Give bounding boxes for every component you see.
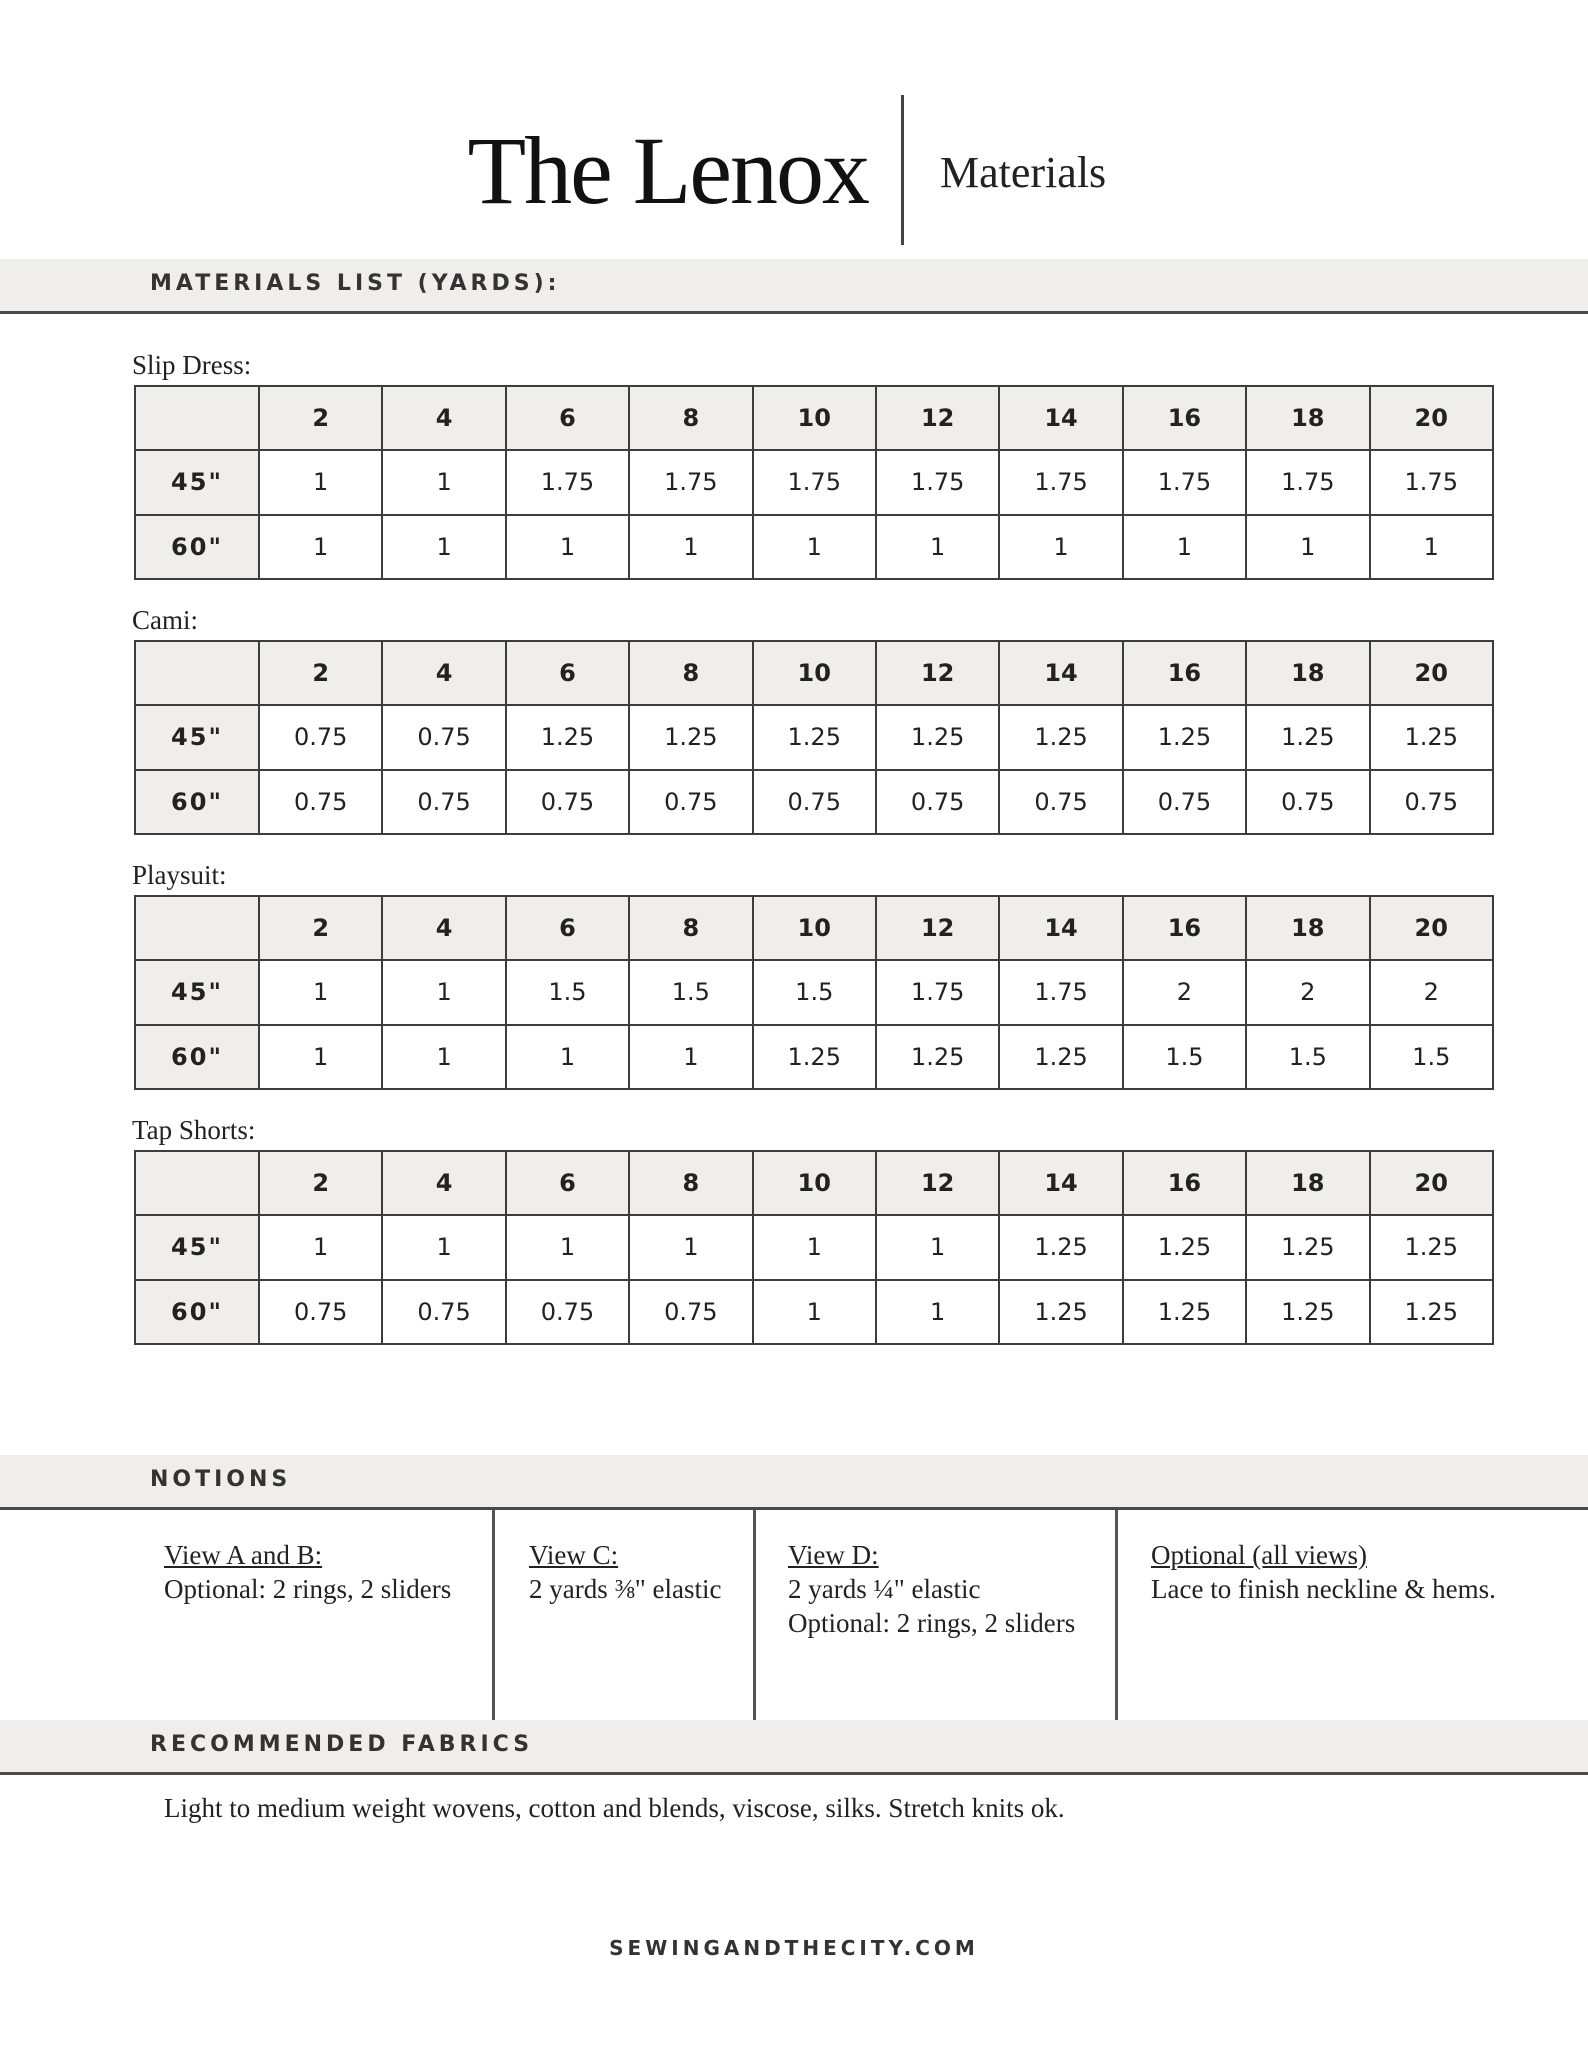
- yardage-cell: 1.25: [1123, 1280, 1246, 1344]
- yardage-cell: 1: [629, 1215, 752, 1279]
- recommended-fabrics-heading: RECOMMENDED FABRICS: [150, 1732, 534, 1757]
- yardage-cell: 1.25: [999, 1025, 1122, 1089]
- size-header: 20: [1370, 641, 1493, 705]
- size-header: 8: [629, 1151, 752, 1215]
- yardage-cell: 1: [629, 1025, 752, 1089]
- notion-title: View D:: [788, 1540, 879, 1570]
- corner-cell: [135, 386, 259, 450]
- notion-column-optional: [1115, 1510, 1588, 1720]
- fabric-width-label: 45": [135, 960, 259, 1024]
- size-header: 10: [753, 386, 876, 450]
- materials-list-band: [0, 259, 1588, 314]
- size-header: 2: [259, 641, 382, 705]
- yardage-cell: 1.25: [506, 705, 629, 769]
- size-header: 16: [1123, 896, 1246, 960]
- yardage-cell: 1: [382, 1215, 505, 1279]
- size-header: 8: [629, 896, 752, 960]
- yardage-cell: 1: [629, 515, 752, 579]
- notion-line: 2 yards ¼" elastic: [788, 1574, 981, 1604]
- size-header: 14: [999, 641, 1122, 705]
- size-header-row: [135, 1151, 1493, 1215]
- yardage-cell: 1.75: [999, 450, 1122, 514]
- table-row: [135, 705, 1493, 769]
- size-header-row: [135, 641, 1493, 705]
- size-header: 2: [259, 386, 382, 450]
- size-header: 10: [753, 1151, 876, 1215]
- yardage-cell: 1.25: [753, 1025, 876, 1089]
- yardage-cell: 1.5: [1370, 1025, 1493, 1089]
- yardage-cell: 1: [753, 1215, 876, 1279]
- yardage-cell: 1.75: [876, 960, 999, 1024]
- size-header: 20: [1370, 896, 1493, 960]
- notion-title: Optional (all views): [1151, 1540, 1367, 1570]
- size-header-row: [135, 386, 1493, 450]
- table-row: [135, 1215, 1493, 1279]
- yardage-cell: 0.75: [382, 1280, 505, 1344]
- yardage-cell: 0.75: [1370, 770, 1493, 834]
- page-header: [0, 95, 1588, 245]
- yardage-cell: 1: [259, 1215, 382, 1279]
- size-header: 16: [1123, 641, 1246, 705]
- recommended-fabrics-band: [0, 1720, 1588, 1775]
- size-header: 6: [506, 386, 629, 450]
- size-header: 18: [1246, 641, 1369, 705]
- fabric-width-label: 60": [135, 770, 259, 834]
- yardage-cell: 1.75: [629, 450, 752, 514]
- yardage-cell: 2: [1123, 960, 1246, 1024]
- yardage-cell: 1.5: [753, 960, 876, 1024]
- yardage-cell: 2: [1370, 960, 1493, 1024]
- yardage-cell: 0.75: [999, 770, 1122, 834]
- notion-line: Optional: 2 rings, 2 sliders: [164, 1574, 452, 1604]
- yardage-cell: 1: [259, 960, 382, 1024]
- garment-label: Cami:: [132, 605, 198, 635]
- yardage-cell: 1.5: [629, 960, 752, 1024]
- yardage-cell: 1.25: [1246, 1215, 1369, 1279]
- yardage-cell: 0.75: [506, 770, 629, 834]
- yardage-cell: 0.75: [382, 770, 505, 834]
- yardage-cell: 1: [382, 450, 505, 514]
- yardage-cell: 1.25: [999, 1215, 1122, 1279]
- notions-band: [0, 1455, 1588, 1510]
- yardage-cell: 1: [382, 1025, 505, 1089]
- yardage-cell: 1.25: [1370, 1280, 1493, 1344]
- fabric-width-label: 60": [135, 1025, 259, 1089]
- yardage-cell: 1: [1123, 515, 1246, 579]
- size-header: 8: [629, 386, 752, 450]
- yardage-cell: 1: [1370, 515, 1493, 579]
- size-header: 10: [753, 896, 876, 960]
- size-header: 6: [506, 641, 629, 705]
- yardage-cell: 1.25: [876, 705, 999, 769]
- materials-list-heading: MATERIALS LIST (YARDS):: [150, 271, 561, 296]
- fabric-width-label: 45": [135, 1215, 259, 1279]
- fabric-width-label: 60": [135, 1280, 259, 1344]
- table-row: [135, 1025, 1493, 1089]
- yardage-table-playsuit: [134, 895, 1494, 1090]
- yardage-cell: 1.75: [1246, 450, 1369, 514]
- size-header: 18: [1246, 386, 1369, 450]
- size-header: 16: [1123, 1151, 1246, 1215]
- yardage-cell: 1.5: [1123, 1025, 1246, 1089]
- size-header: 4: [382, 386, 505, 450]
- size-header: 14: [999, 386, 1122, 450]
- yardage-cell: 1: [259, 450, 382, 514]
- yardage-cell: 1.25: [876, 1025, 999, 1089]
- yardage-cell: 1.25: [999, 705, 1122, 769]
- size-header: 18: [1246, 1151, 1369, 1215]
- size-header: 14: [999, 1151, 1122, 1215]
- yardage-cell: 0.75: [382, 705, 505, 769]
- size-header: 18: [1246, 896, 1369, 960]
- footer-website: SEWINGANDTHECITY.COM: [609, 1936, 979, 1960]
- size-header: 2: [259, 896, 382, 960]
- table-row: [135, 450, 1493, 514]
- fabric-width-label: 45": [135, 450, 259, 514]
- notion-line: Lace to finish neckline & hems.: [1151, 1574, 1496, 1604]
- size-header: 8: [629, 641, 752, 705]
- corner-cell: [135, 896, 259, 960]
- size-header: 6: [506, 896, 629, 960]
- yardage-cell: 1: [382, 960, 505, 1024]
- yardage-cell: 1: [506, 515, 629, 579]
- garment-label: Tap Shorts:: [132, 1115, 256, 1145]
- yardage-cell: 0.75: [876, 770, 999, 834]
- table-row: [135, 515, 1493, 579]
- table-row: [135, 960, 1493, 1024]
- page-title: The Lenox: [467, 117, 868, 224]
- corner-cell: [135, 641, 259, 705]
- size-header: 4: [382, 896, 505, 960]
- yardage-cell: 2: [1246, 960, 1369, 1024]
- corner-cell: [135, 1151, 259, 1215]
- yardage-cell: 0.75: [1246, 770, 1369, 834]
- size-header-row: [135, 896, 1493, 960]
- size-header: 12: [876, 641, 999, 705]
- fabric-width-label: 45": [135, 705, 259, 769]
- yardage-cell: 1.75: [753, 450, 876, 514]
- yardage-cell: 1.25: [1246, 1280, 1369, 1344]
- garment-label: Slip Dress:: [132, 350, 252, 380]
- size-header: 20: [1370, 386, 1493, 450]
- yardage-cell: 0.75: [506, 1280, 629, 1344]
- size-header: 20: [1370, 1151, 1493, 1215]
- yardage-cell: 1.75: [876, 450, 999, 514]
- yardage-cell: 1.25: [1123, 1215, 1246, 1279]
- size-header: 12: [876, 386, 999, 450]
- recommended-fabrics-text: Light to medium weight wovens, cotton and blends, viscose, silks. Stretch knits ok.: [164, 1793, 1065, 1823]
- yardage-cell: 0.75: [753, 770, 876, 834]
- yardage-cell: 1: [999, 515, 1122, 579]
- yardage-cell: 1: [753, 1280, 876, 1344]
- yardage-cell: 0.75: [1123, 770, 1246, 834]
- yardage-cell: 1: [259, 515, 382, 579]
- size-header: 4: [382, 1151, 505, 1215]
- yardage-cell: 0.75: [629, 1280, 752, 1344]
- yardage-table-tap-shorts: [134, 1150, 1494, 1345]
- yardage-cell: 0.75: [259, 1280, 382, 1344]
- table-row: [135, 1280, 1493, 1344]
- yardage-cell: 1: [1246, 515, 1369, 579]
- yardage-table-slip-dress: [134, 385, 1494, 580]
- yardage-cell: 1.75: [999, 960, 1122, 1024]
- yardage-cell: 1: [506, 1025, 629, 1089]
- notions-heading: NOTIONS: [150, 1467, 292, 1492]
- yardage-cell: 1.75: [506, 450, 629, 514]
- yardage-cell: 1.75: [1123, 450, 1246, 514]
- yardage-cell: 0.75: [259, 705, 382, 769]
- yardage-cell: 1: [753, 515, 876, 579]
- yardage-cell: 1.5: [506, 960, 629, 1024]
- yardage-cell: 1: [876, 515, 999, 579]
- yardage-cell: 1.25: [1123, 705, 1246, 769]
- yardage-cell: 1.25: [999, 1280, 1122, 1344]
- yardage-cell: 1.25: [1370, 705, 1493, 769]
- yardage-cell: 1: [876, 1215, 999, 1279]
- yardage-cell: 1.25: [1370, 1215, 1493, 1279]
- yardage-table-cami: [134, 640, 1494, 835]
- size-header: 16: [1123, 386, 1246, 450]
- yardage-cell: 1.75: [1370, 450, 1493, 514]
- notion-line: Optional: 2 rings, 2 sliders: [788, 1608, 1076, 1638]
- yardage-cell: 1: [876, 1280, 999, 1344]
- fabric-width-label: 60": [135, 515, 259, 579]
- yardage-cell: 1.5: [1246, 1025, 1369, 1089]
- notions-columns: [0, 1510, 1588, 1720]
- page-subtitle: Materials: [940, 148, 1107, 197]
- notion-column-view-d: [753, 1510, 1118, 1720]
- notion-line: 2 yards ⅜" elastic: [529, 1574, 722, 1604]
- size-header: 4: [382, 641, 505, 705]
- notion-title: View A and B:: [164, 1540, 323, 1570]
- title-divider: [901, 95, 904, 245]
- notion-column-view-c: [492, 1510, 756, 1720]
- size-header: 2: [259, 1151, 382, 1215]
- yardage-cell: 0.75: [259, 770, 382, 834]
- garment-label: Playsuit:: [132, 860, 227, 890]
- notion-column-view-a-b: [0, 1510, 492, 1720]
- notion-title: View C:: [529, 1540, 619, 1570]
- yardage-cell: 0.75: [629, 770, 752, 834]
- yardage-cell: 1: [259, 1025, 382, 1089]
- size-header: 10: [753, 641, 876, 705]
- table-row: [135, 770, 1493, 834]
- yardage-cell: 1.25: [1246, 705, 1369, 769]
- size-header: 12: [876, 896, 999, 960]
- yardage-cell: 1: [382, 515, 505, 579]
- size-header: 14: [999, 896, 1122, 960]
- yardage-cell: 1.25: [753, 705, 876, 769]
- yardage-cell: 1: [506, 1215, 629, 1279]
- size-header: 12: [876, 1151, 999, 1215]
- size-header: 6: [506, 1151, 629, 1215]
- yardage-cell: 1.25: [629, 705, 752, 769]
